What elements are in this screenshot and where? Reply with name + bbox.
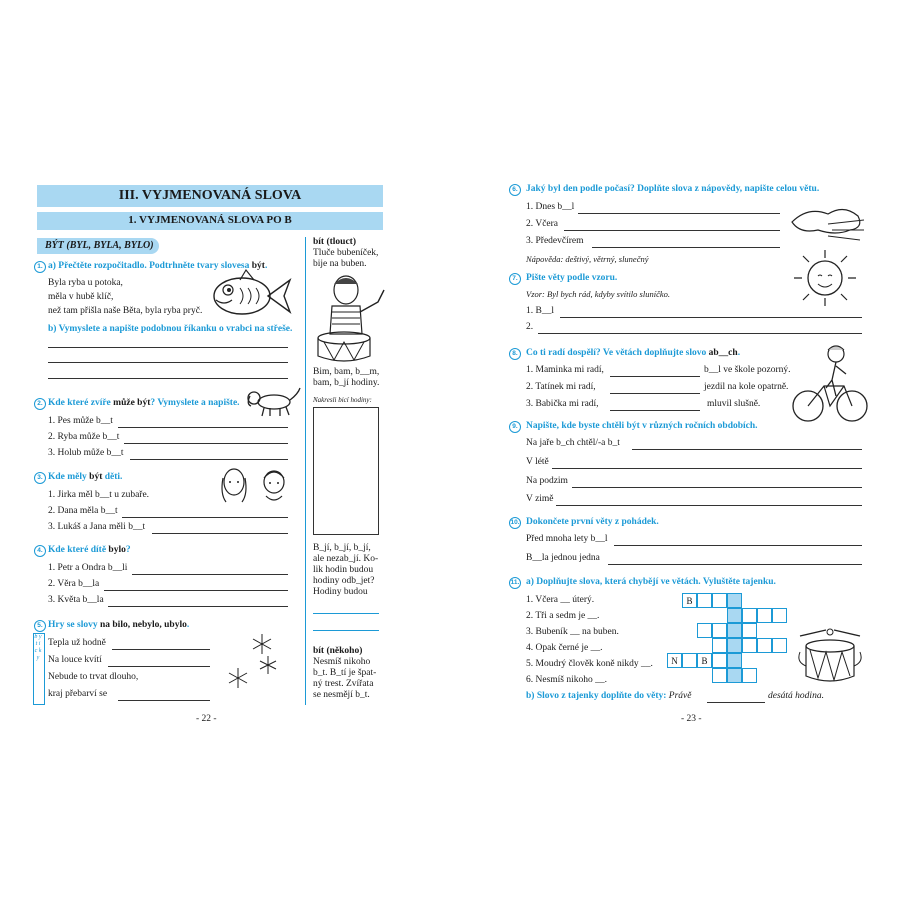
writing-line[interactable] <box>48 378 288 379</box>
crossword-cell[interactable] <box>682 653 697 668</box>
list-item: Tepla už hodně <box>48 638 106 648</box>
list-item: 2. Tři a sedm je __. <box>526 611 600 621</box>
exercise-6-instruction: Jaký byl den podle počasí? Doplňte slova z nápovědy, napište celou větu. <box>526 184 820 194</box>
section-title: 1. VYJMENOVANÁ SLOVA PO B <box>128 214 292 226</box>
list-item: Na jaře b_ch chtěl/-a b_t <box>526 438 620 448</box>
instruction-text: b) Slovo z tajenky doplňte do věty: <box>526 691 667 701</box>
crossword-cell[interactable] <box>712 653 727 668</box>
sidebar-text: lik hodin budou <box>313 565 374 575</box>
sentence-start: Právě <box>668 691 692 701</box>
instruction-keyword: být <box>251 261 265 271</box>
instruction-suffix: ? <box>125 545 131 555</box>
instruction-suffix: . <box>737 348 741 358</box>
exercise-10-instruction: Dokončete první věty z pohádek. <box>526 517 659 527</box>
model-sentence: Vzor: Byl bych rád, kdyby svítilo sluníčko. <box>526 289 670 299</box>
crossword-cell[interactable] <box>697 593 712 608</box>
list-item: 1. Včera __ úterý. <box>526 595 595 605</box>
list-item-end: jezdil na kole opatrně. <box>704 382 789 392</box>
list-item: 2. Ryba může b__t <box>48 432 120 442</box>
writing-line[interactable] <box>552 468 862 469</box>
instruction-text: Hry se slovy <box>48 620 100 630</box>
sidebar-text: bam, b_jí hodiny. <box>313 378 380 388</box>
instruction-suffix: ? Vymyslete a napište. <box>150 398 240 408</box>
crossword-solution-cell[interactable] <box>727 668 742 683</box>
sentence-end: desátá hodina. <box>768 691 824 701</box>
sidebar-text: bije na buben. <box>313 259 367 269</box>
list-item: Na louce kvítí <box>48 655 102 665</box>
writing-line[interactable] <box>124 443 288 444</box>
writing-line[interactable] <box>556 505 862 506</box>
writing-line[interactable] <box>130 459 288 460</box>
list-item: 1. Pes může b__t <box>48 416 113 426</box>
exercise-4-instruction <box>48 545 131 555</box>
list-item: 5. Moudrý člověk koně nikdy __. <box>526 659 653 669</box>
list-item: 1. B__l <box>526 306 554 316</box>
sidebar-text: b_t. B_tí je špat- <box>313 668 377 678</box>
crossword-solution-cell[interactable] <box>727 653 742 668</box>
list-item: 2. Včera <box>526 219 559 229</box>
sidebar-text: Bim, bam, b__m, <box>313 367 380 377</box>
crossword-cell[interactable] <box>712 638 727 653</box>
fish-illustration <box>210 266 292 322</box>
exercise-number: 4. <box>34 545 46 557</box>
exercise-3-instruction <box>48 472 122 482</box>
crossword-cell[interactable]: B <box>697 653 712 668</box>
exercise-8-instruction <box>526 348 740 358</box>
hint-text: Nápověda: deštivý, větrný, slunečný <box>526 254 649 264</box>
children-illustration <box>218 464 292 504</box>
exercise-11-instruction: a) Doplňujte slova, která chybějí ve větách. Vyluštěte tajenku. <box>526 577 776 587</box>
exercise-number: 5. <box>34 620 46 632</box>
list-item-end: mluvil slušně. <box>707 399 761 409</box>
list-item: kraj přebarví se <box>48 689 108 699</box>
list-item-end: b__l ve škole pozorný. <box>704 365 791 375</box>
crossword-solution-cell[interactable] <box>727 623 742 638</box>
instruction-keyword: může být <box>113 398 151 408</box>
list-item: B__la jednou jedna <box>526 553 600 563</box>
dog-illustration <box>244 386 302 418</box>
exercise-number: 1. <box>34 261 46 273</box>
exercise-1b-instruction: b) Vymyslete a napište podobnou říkanku o vrabci na střeše. <box>48 324 293 334</box>
poem-line: Byla ryba u potoka, <box>48 278 123 288</box>
page-number: - 23 - <box>681 714 702 724</box>
list-item: 2. Dana měla b__t <box>48 506 118 516</box>
instruction-keyword: na bilo, nebylo, ubylo <box>99 620 187 630</box>
list-item: 3. Předevčírem <box>526 236 584 246</box>
writing-line[interactable] <box>313 613 379 614</box>
list-item: 1. Petr a Ondra b__li <box>48 563 128 573</box>
writing-line[interactable] <box>112 649 210 650</box>
writing-line[interactable] <box>632 449 862 450</box>
writing-line[interactable] <box>122 517 288 518</box>
wind-illustration <box>788 200 866 242</box>
exercise-11b-instruction <box>526 691 691 701</box>
sidebar-text: Nesmíš nikoho <box>313 657 371 667</box>
list-item: 1. Maminka mi radí, <box>526 365 604 375</box>
exercise-7-instruction: Pište věty podle vzoru. <box>526 273 618 283</box>
instruction-text: Kde které dítě <box>48 545 109 555</box>
writing-line[interactable] <box>564 230 780 231</box>
exercise-9-instruction: Napište, kde byste chtěli být v různých ročních obdobích. <box>526 421 758 431</box>
sidebar-text: Hodiny budou <box>313 587 368 597</box>
writing-line[interactable] <box>560 317 862 318</box>
sidebar-text: B_jí, b_jí, b_jí, <box>313 543 371 553</box>
list-item: 3. Květa b__la <box>48 595 104 605</box>
sidebar-heading: bít (tlouct) <box>313 237 357 247</box>
writing-line[interactable] <box>572 487 862 488</box>
writing-line[interactable] <box>538 333 862 334</box>
crossword-cell[interactable] <box>742 623 757 638</box>
writing-line[interactable] <box>610 393 700 394</box>
list-item: V létě <box>526 457 549 467</box>
crossword-cell[interactable] <box>712 668 727 683</box>
writing-line[interactable] <box>48 347 288 348</box>
sidebar-text: se nesmějí b_t. <box>313 690 370 700</box>
list-item: 3. Lukáš a Jana měli b__t <box>48 522 146 532</box>
list-item: Před mnoha lety b__l <box>526 534 608 544</box>
drummer-illustration <box>312 272 392 364</box>
sidebar-divider <box>305 237 306 705</box>
writing-line[interactable] <box>118 427 288 428</box>
writing-line[interactable] <box>610 376 700 377</box>
instruction-text: Co ti radí dospělí? Ve větách doplňujte slovo <box>526 348 709 358</box>
chapter-title: III. VYJMENOVANÁ SLOVA <box>118 188 302 203</box>
sidebar-heading: bít (někoho) <box>313 646 363 656</box>
writing-line[interactable] <box>313 630 379 631</box>
instruction-suffix: . <box>186 620 190 630</box>
exercise-number: 3. <box>34 472 46 484</box>
sidebar-text: ale nezab_jí. Ko- <box>313 554 379 564</box>
exercise-number: 10. <box>509 517 521 529</box>
instruction-keyword: být <box>89 472 103 482</box>
instruction-suffix: . <box>264 261 268 271</box>
writing-line[interactable] <box>118 700 210 701</box>
drawing-box[interactable] <box>313 407 379 535</box>
crossword-cell[interactable] <box>757 608 772 623</box>
exercise-number: 9. <box>509 421 521 433</box>
side-label: b y t i c k y <box>34 634 42 661</box>
writing-line[interactable] <box>608 564 862 565</box>
crossword-cell[interactable] <box>712 593 727 608</box>
writing-line[interactable] <box>578 213 780 214</box>
exercise-number: 8. <box>509 348 521 360</box>
writing-line[interactable] <box>132 574 288 575</box>
sun-illustration <box>788 248 862 306</box>
sidebar-text: hodiny odb_jet? <box>313 576 375 586</box>
exercise-number: 6. <box>509 184 521 196</box>
writing-line[interactable] <box>108 606 288 607</box>
drum-illustration <box>796 628 864 688</box>
crossword-cell[interactable] <box>742 638 757 653</box>
crossword-cell[interactable] <box>742 668 757 683</box>
writing-line[interactable] <box>592 247 780 248</box>
list-item: 2. <box>526 322 534 332</box>
page-number: - 22 - <box>196 714 217 724</box>
drawing-box-label: Nakresli bicí hodiny: <box>313 396 372 404</box>
instruction-text: Kde měly <box>48 472 90 482</box>
writing-line[interactable] <box>152 533 288 534</box>
writing-line[interactable] <box>610 410 700 411</box>
list-item: 3. Holub může b__t <box>48 448 124 458</box>
exercise-2-instruction <box>48 398 240 408</box>
sidebar-text: ný trest. Zvířata <box>313 679 374 689</box>
list-item: 3. Babička mi radí, <box>526 399 599 409</box>
crossword-cell[interactable] <box>772 608 787 623</box>
list-item: 6. Nesmíš nikoho __. <box>526 675 608 685</box>
list-item: 3. Bubeník __ na buben. <box>526 627 619 637</box>
exercise-5-instruction <box>48 620 189 630</box>
crossword-cell[interactable] <box>742 608 757 623</box>
list-item: 1. Jirka měl b__t u zubaře. <box>48 490 150 500</box>
writing-line[interactable] <box>48 362 288 363</box>
crossword-cell[interactable] <box>712 623 727 638</box>
poem-line: než tam přišla naše Běta, byla ryba pryč. <box>48 306 203 316</box>
snowflake-illustration <box>222 630 284 692</box>
list-item: Nebude to trvat dlouho, <box>48 672 139 682</box>
writing-line[interactable] <box>614 545 862 546</box>
list-item: 4. Opak černé je __. <box>526 643 603 653</box>
crossword-cell[interactable] <box>697 623 712 638</box>
writing-line[interactable] <box>104 590 288 591</box>
crossword-solution-cell[interactable] <box>727 593 742 608</box>
cyclist-illustration <box>792 342 868 424</box>
crossword-cell[interactable]: N <box>667 653 682 668</box>
writing-line[interactable] <box>108 666 210 667</box>
crossword-cell[interactable] <box>757 638 772 653</box>
poem-line: měla v hubě klíč, <box>48 292 114 302</box>
list-item: V zimě <box>526 494 554 504</box>
list-item: 1. Dnes b__l <box>526 202 575 212</box>
crossword-solution-cell[interactable] <box>727 608 742 623</box>
exercise-number: 7. <box>509 273 521 285</box>
instruction-text: Kde které zvíře <box>48 398 114 408</box>
exercise-number: 11. <box>509 577 521 589</box>
instruction-suffix: děti. <box>102 472 123 482</box>
instruction-keyword: bylo <box>108 545 126 555</box>
subheading: BÝT (BYL, BYLA, BYLO) <box>45 240 154 251</box>
crossword-cell[interactable] <box>772 638 787 653</box>
instruction-keyword: ab__ch <box>708 348 738 358</box>
sidebar-text: Tluče bubeníček, <box>313 248 379 258</box>
crossword-cell[interactable]: B <box>682 593 697 608</box>
list-item: 2. Věra b__la <box>48 579 100 589</box>
crossword-solution-cell[interactable] <box>727 638 742 653</box>
writing-line[interactable] <box>707 702 765 703</box>
instruction-text: a) Přečtěte rozpočitadlo. Podtrhněte tvary slovesa <box>48 261 252 271</box>
list-item: 2. Tatínek mi radí, <box>526 382 596 392</box>
list-item: Na podzim <box>526 476 568 486</box>
exercise-number: 2. <box>34 398 46 410</box>
